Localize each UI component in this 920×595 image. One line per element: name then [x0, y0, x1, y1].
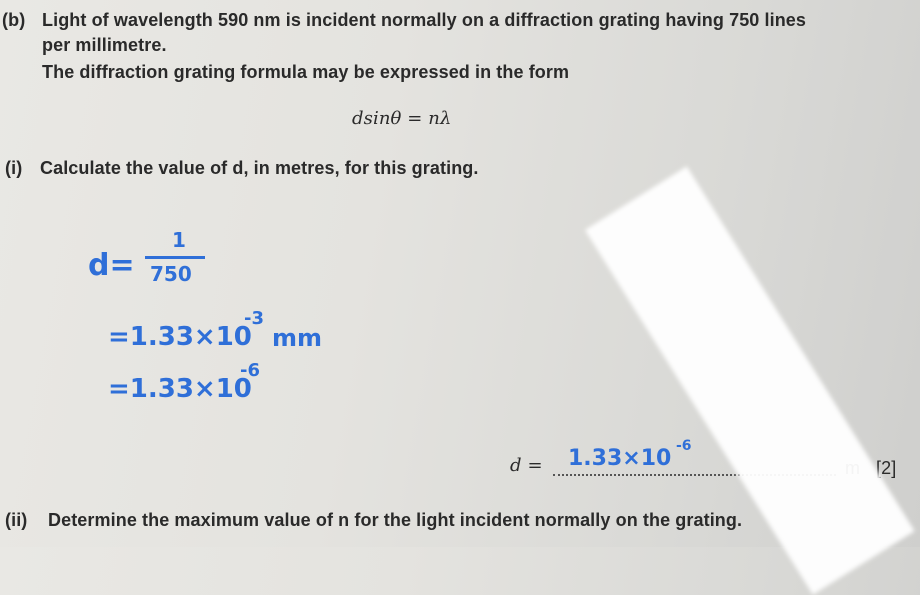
handwritten-line-2: =1.33×10	[108, 322, 252, 352]
question-line-1: Light of wavelength 590 nm is incident normally on a diffraction grating having 750 lines	[42, 10, 807, 30]
fraction-bar	[145, 256, 205, 259]
handwritten-d-lhs: d=	[88, 248, 135, 283]
handwritten-line-3: =1.33×10	[108, 374, 252, 404]
handwritten-line-2-unit: mm	[272, 324, 323, 352]
handwritten-answer: 1.33×10	[568, 446, 672, 471]
answer-label: d =	[510, 455, 543, 476]
handwritten-fraction-numerator: 1	[172, 228, 186, 252]
question-line-3: The diffraction grating formula may be expressed in the form	[42, 62, 570, 82]
handwritten-answer-exponent: -6	[676, 438, 692, 454]
marks: [2]	[876, 458, 897, 478]
handwritten-line-2-exponent: -3	[244, 308, 264, 329]
sub-question-i-text: Calculate the value of d, in metres, for this grating.	[40, 158, 479, 178]
sub-question-ii-label: (ii)	[5, 510, 28, 530]
handwritten-line-3-exponent: -6	[240, 360, 260, 381]
part-label: (b)	[2, 10, 26, 30]
sub-question-i-label: (i)	[5, 158, 23, 178]
question-line-2: per millimetre.	[42, 35, 167, 55]
formula: dsinθ = nλ	[352, 108, 452, 129]
handwritten-fraction-denominator: 750	[150, 262, 192, 286]
sub-question-ii-text: Determine the maximum value of n for the light incident normally on the grating.	[48, 510, 743, 530]
